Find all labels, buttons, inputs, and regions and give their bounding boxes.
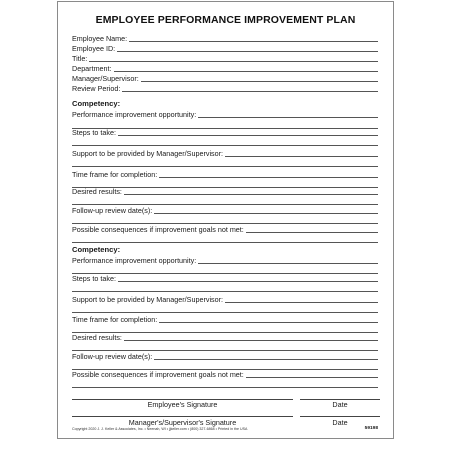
fill-line[interactable] xyxy=(124,333,378,341)
competency-heading-1: Competency: xyxy=(72,99,121,108)
follow-up-review-field-1[interactable] xyxy=(72,204,378,215)
fill-line[interactable] xyxy=(122,84,378,92)
field-label: Time frame for completion: xyxy=(72,170,158,179)
fill-line[interactable] xyxy=(159,315,378,323)
fill-line[interactable] xyxy=(72,291,378,292)
time-frame-field-2[interactable] xyxy=(72,313,378,324)
field-label: Performance improvement opportunity: xyxy=(72,110,197,119)
field-label: Steps to take: xyxy=(72,274,116,283)
fill-line[interactable] xyxy=(225,149,378,157)
manager-signature-line[interactable] xyxy=(72,416,293,417)
time-frame-field-1[interactable] xyxy=(72,168,378,179)
form-number: 59198 xyxy=(364,426,378,431)
field-label: Employee ID: xyxy=(72,44,116,53)
field-label: Time frame for completion: xyxy=(72,315,158,324)
fill-line[interactable] xyxy=(72,242,378,243)
fill-line[interactable] xyxy=(117,44,378,52)
field-label: Review Period: xyxy=(72,84,121,93)
improvement-opportunity-field-2[interactable] xyxy=(72,254,378,265)
field-label: Support to be provided by Manager/Supervisor: xyxy=(72,149,224,158)
employee-signature-label: Employee's Signature xyxy=(147,400,218,409)
field-label: Desired results: xyxy=(72,333,122,342)
competency-heading-2: Competency: xyxy=(72,245,121,254)
fill-line[interactable] xyxy=(72,387,378,388)
fill-line[interactable] xyxy=(198,110,378,118)
copyright-notice: Copyright 2020 J. J. Keller & Associates, Inc. • Neenah, WI • jjkeller.com • (800) 327-6868 • Printed in the USA xyxy=(72,427,248,431)
fill-line[interactable] xyxy=(114,64,378,72)
fill-line[interactable] xyxy=(198,256,378,264)
field-label: Desired results: xyxy=(72,187,122,196)
fill-line[interactable] xyxy=(246,225,378,233)
field-label: Follow-up review date(s): xyxy=(72,352,153,361)
field-label: Title: xyxy=(72,54,88,63)
field-label: Employee Name: xyxy=(72,34,128,43)
consequences-field-2[interactable] xyxy=(72,368,378,379)
employee-date-label: Date xyxy=(332,400,348,409)
field-label: Possible consequences if improvement goals not met: xyxy=(72,225,244,234)
follow-up-review-field-2[interactable] xyxy=(72,350,378,361)
fill-line[interactable] xyxy=(89,54,378,62)
steps-to-take-field-2[interactable] xyxy=(72,272,378,283)
review-period-field[interactable] xyxy=(72,82,378,93)
fill-line[interactable] xyxy=(118,128,378,136)
fill-line[interactable] xyxy=(72,166,378,167)
field-label: Performance improvement opportunity: xyxy=(72,256,197,265)
manager-date-label: Date xyxy=(332,418,348,427)
field-label: Support to be provided by Manager/Supervisor: xyxy=(72,295,224,304)
steps-to-take-field-1[interactable] xyxy=(72,126,378,137)
field-label: Manager/Supervisor: xyxy=(72,74,139,83)
field-label: Follow-up review date(s): xyxy=(72,206,153,215)
support-field-2[interactable] xyxy=(72,293,378,304)
fill-line[interactable] xyxy=(154,206,378,214)
manager-date-line[interactable] xyxy=(300,416,380,417)
field-label: Possible consequences if improvement goals not met: xyxy=(72,370,244,379)
fill-line[interactable] xyxy=(225,295,378,303)
fill-line[interactable] xyxy=(141,74,378,82)
form-title: EMPLOYEE PERFORMANCE IMPROVEMENT PLAN xyxy=(95,14,356,26)
field-label: Steps to take: xyxy=(72,128,116,137)
fill-line[interactable] xyxy=(154,352,378,360)
desired-results-field-1[interactable] xyxy=(72,185,378,196)
field-label: Department: xyxy=(72,64,112,73)
manager-signature-label: Manager's/Supervisor's Signature xyxy=(128,418,237,427)
fill-line[interactable] xyxy=(246,370,378,378)
fill-line[interactable] xyxy=(129,34,378,42)
fill-line[interactable] xyxy=(124,187,378,195)
desired-results-field-2[interactable] xyxy=(72,331,378,342)
fill-line[interactable] xyxy=(118,274,378,282)
fill-line[interactable] xyxy=(159,170,378,178)
support-field-1[interactable] xyxy=(72,147,378,158)
consequences-field-1[interactable] xyxy=(72,223,378,234)
performance-improvement-form xyxy=(57,1,394,439)
fill-line[interactable] xyxy=(72,145,378,146)
improvement-opportunity-field-1[interactable] xyxy=(72,108,378,119)
